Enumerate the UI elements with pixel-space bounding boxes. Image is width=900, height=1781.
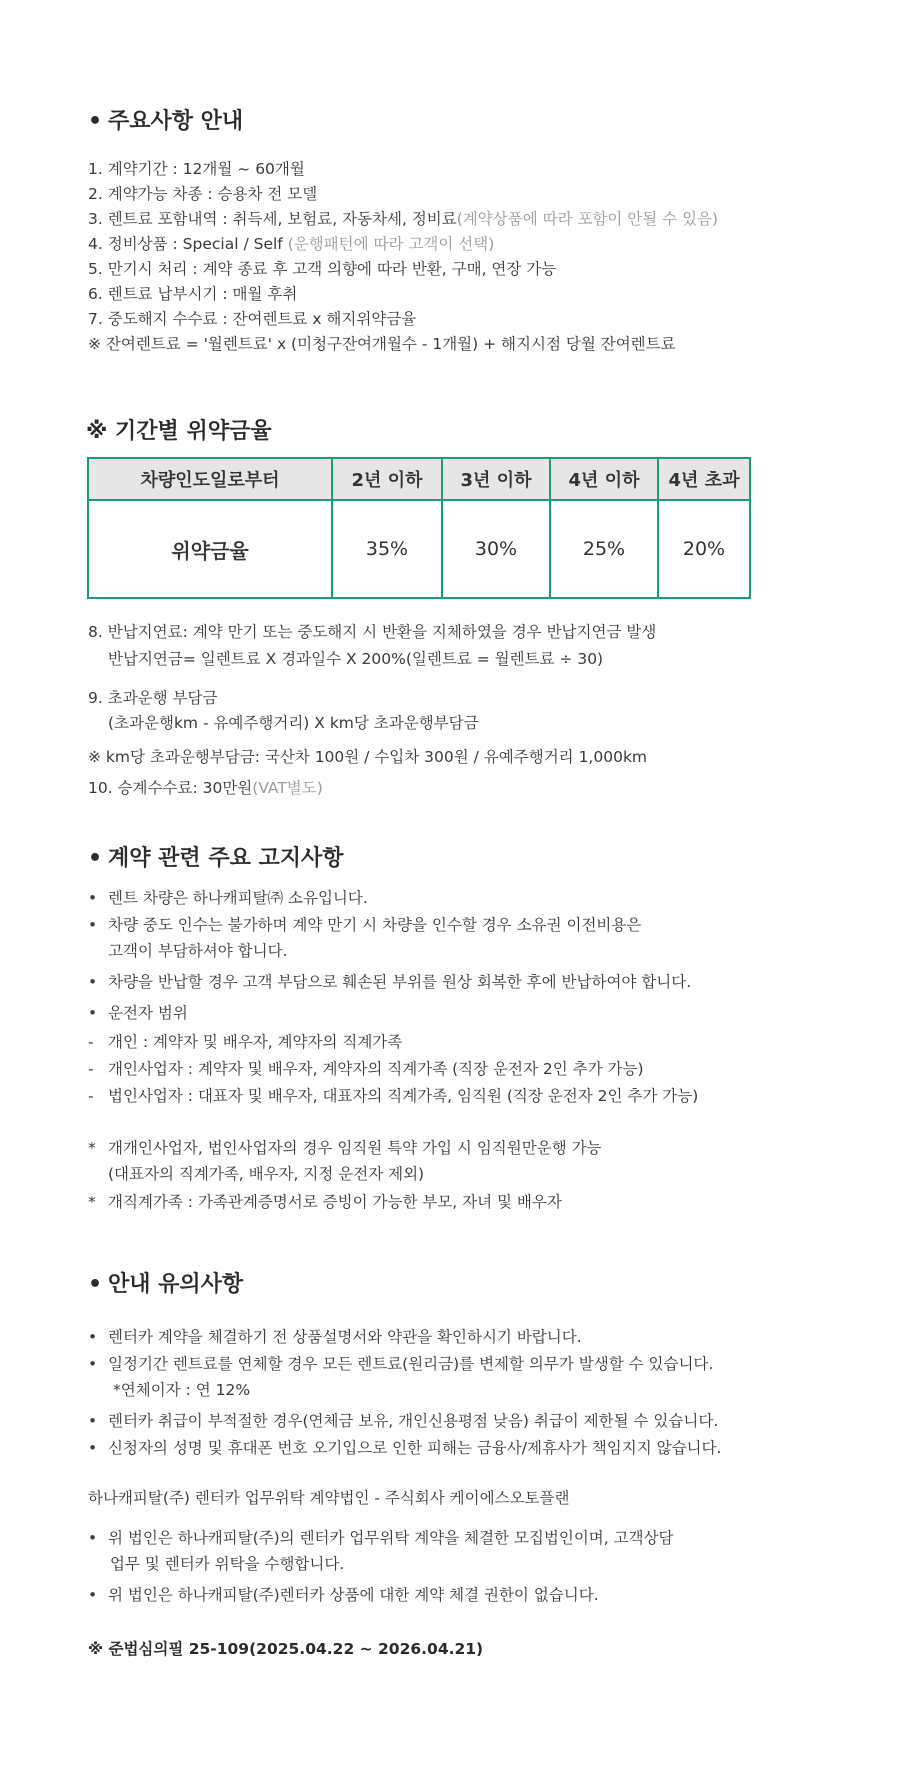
penalty-value-3y: 30% bbox=[442, 500, 550, 598]
guide-liability: • 신청자의 성명 및 휴대폰 번호 오기입으로 인한 피해는 금융사/제휴사가 책임지지 않습니다. bbox=[88, 1439, 722, 1457]
section-title-contract-notices: • 계약 관련 주요 고지사항 bbox=[88, 846, 344, 871]
corp-info: 하나캐피탈(주) 렌터카 업무위탁 계약법인 - 주식회사 케이에스오토플랜 bbox=[88, 1489, 570, 1507]
penalty-value-over-4y: 20% bbox=[658, 500, 750, 598]
info-item-2: 2. 계약가능 차종 : 승용차 전 모델 bbox=[88, 185, 318, 203]
info-item-4: 4. 정비상품 : Special / Self (운행패턴에 따라 고객이 선택) bbox=[88, 235, 495, 253]
penalty-header-over-4y: 4년 초과 bbox=[658, 458, 750, 500]
info-item-remaining-rent: ※ 잔여렌트료 = '월렌트료' x (미청구잔여개월수 - 1개월) + 해지시점 당월 잔여렌트료 bbox=[88, 335, 676, 353]
section-title-main-info: • 주요사항 안내 bbox=[88, 109, 244, 134]
note-9-sub: (초과운행km - 유예주행거리) X km당 초과운행부담금 bbox=[108, 714, 479, 732]
note-9-fee: ※ km당 초과운행부담금: 국산차 100원 / 수입차 300원 / 유예주행거리 1,000km bbox=[88, 748, 648, 766]
driver-individual: - 개인 : 계약자 및 배우자, 계약자의 직계가족 bbox=[88, 1033, 403, 1051]
penalty-header-from-delivery: 차량인도일로부터 bbox=[88, 458, 332, 500]
penalty-header-4y: 4년 이하 bbox=[550, 458, 658, 500]
penalty-header-2y: 2년 이하 bbox=[332, 458, 442, 500]
info-item-7: 7. 중도해지 수수료 : 잔여렌트료 x 해지위약금율 bbox=[88, 310, 417, 328]
corp-no-authority: • 위 법인은 하나캐피탈(주)렌터카 상품에 대한 계약 체결 권한이 없습니다. bbox=[88, 1586, 599, 1604]
star-note-employee: * 개개인사업자, 법인사업자의 경우 임직원 특약 가입 시 임직원만운행 가능 bbox=[88, 1139, 602, 1157]
info-item-3: 3. 렌트료 포함내역 : 취득세, 보험료, 자동차세, 정비료(계약상품에 따라 포함이 안될 수 있음) bbox=[88, 210, 719, 228]
penalty-value-2y: 35% bbox=[332, 500, 442, 598]
note-9: 9. 초과운행 부담금 bbox=[88, 689, 218, 707]
guide-overdue: • 일정기간 렌트료를 연체할 경우 모든 렌트료(원리금)를 변제할 의무가 발생할 수 있습니다. bbox=[88, 1355, 714, 1373]
star-note-family: * 개직계가족 : 가족관계증명서로 증빙이 가능한 부모, 자녀 및 배우자 bbox=[88, 1193, 562, 1211]
penalty-value-4y: 25% bbox=[550, 500, 658, 598]
notice-ownership: • 렌트 차량은 하나캐피탈㈜ 소유입니다. bbox=[88, 889, 368, 907]
info-item-5: 5. 만기시 처리 : 계약 종료 후 고객 의향에 따라 반환, 구매, 연장 가능 bbox=[88, 260, 557, 278]
star-note-employee-cont: (대표자의 직계가족, 배우자, 지정 운전자 제외) bbox=[108, 1165, 425, 1183]
section-title-guidance: • 안내 유의사항 bbox=[88, 1272, 244, 1297]
notice-acquisition: • 차량 중도 인수는 불가하며 계약 만기 시 차량을 인수할 경우 소유권 이전비용은 bbox=[88, 916, 642, 934]
info-item-6: 6. 렌트료 납부시기 : 매월 후취 bbox=[88, 285, 298, 303]
guide-terms: • 렌터카 계약을 체결하기 전 상품설명서와 약관을 확인하시기 바랍니다. bbox=[88, 1328, 582, 1346]
notice-acquisition-cont: 고객이 부담하셔야 합니다. bbox=[108, 942, 288, 960]
note-8: 8. 반납지연료: 계약 만기 또는 중도해지 시 반환을 지체하였을 경우 반납지연금 발생 bbox=[88, 623, 657, 641]
penalty-header-row bbox=[88, 458, 750, 500]
notice-return: • 차량을 반납할 경우 고객 부담으로 훼손된 부위를 원상 회복한 후에 반납하여야 합니다. bbox=[88, 973, 692, 991]
penalty-table bbox=[87, 457, 751, 599]
penalty-header-3y: 3년 이하 bbox=[442, 458, 550, 500]
compliance-footer: ※ 준법심의필 25-109(2025.04.22 ~ 2026.04.21) bbox=[88, 1640, 484, 1658]
corp-role-cont: 업무 및 렌터카 위탁을 수행합니다. bbox=[110, 1555, 345, 1573]
corp-role: • 위 법인은 하나캐피탈(주)의 렌터카 업무위탁 계약을 체결한 모집법인이며, 고객상담 bbox=[88, 1529, 674, 1547]
driver-corporation: - 법인사업자 : 대표자 및 배우자, 대표자의 직계가족, 임직원 (직장 운전자 2인 추가 가능) bbox=[88, 1087, 699, 1105]
note-8-sub: 반납지연금= 일렌트료 X 경과일수 X 200%(일렌트료 = 월렌트료 ÷ 30) bbox=[108, 650, 604, 668]
info-item-1: 1. 계약기간 : 12개월 ~ 60개월 bbox=[88, 160, 305, 178]
note-10: 10. 승계수수료: 30만원(VAT별도) bbox=[88, 779, 323, 797]
guide-overdue-rate: *연체이자 : 연 12% bbox=[113, 1381, 251, 1399]
penalty-title: ※ 기간별 위약금율 bbox=[86, 419, 272, 444]
penalty-row-label: 위약금율 bbox=[88, 500, 332, 598]
driver-sole-proprietor: - 개인사업자 : 계약자 및 배우자, 계약자의 직계가족 (직장 운전자 2인 추가 가능) bbox=[88, 1060, 644, 1078]
penalty-value-row bbox=[88, 500, 750, 598]
guide-restriction: • 렌터카 취급이 부적절한 경우(연체금 보유, 개인신용평점 낮음) 취급이 제한될 수 있습니다. bbox=[88, 1412, 719, 1430]
notice-driver-scope: • 운전자 범위 bbox=[88, 1004, 188, 1022]
